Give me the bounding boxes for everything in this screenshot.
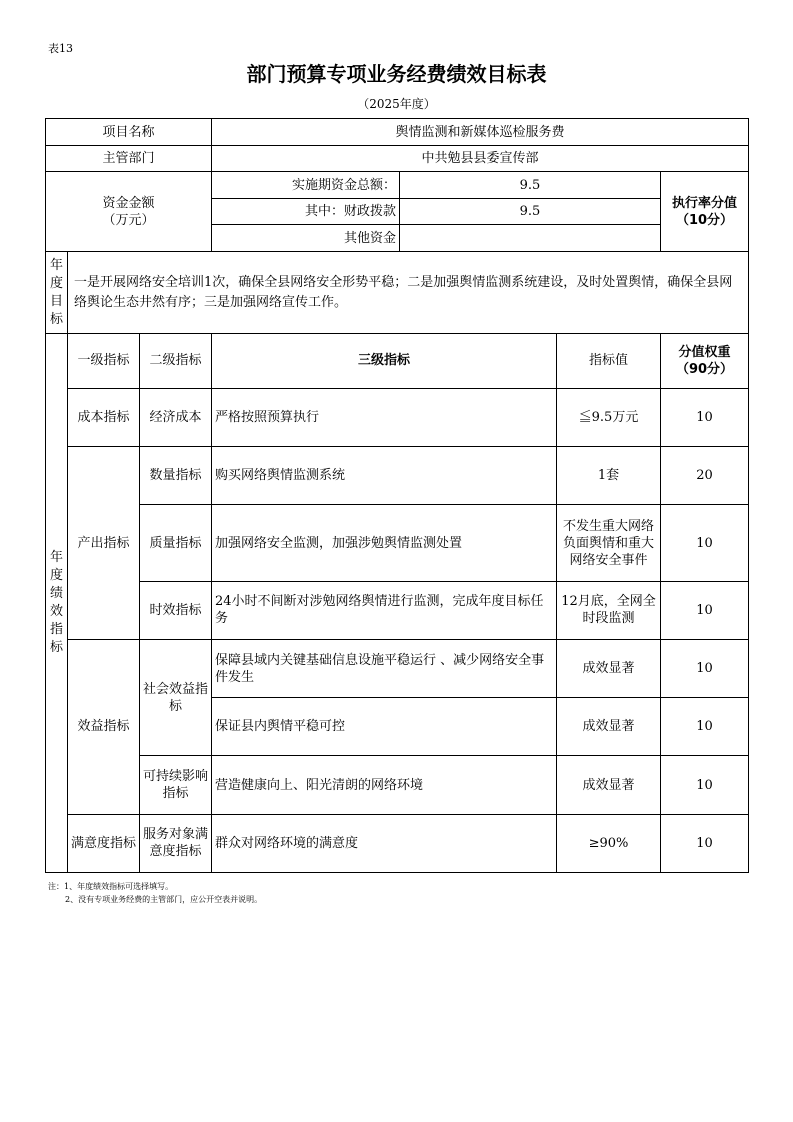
annual-goal-text: 一是开展网络安全培训1次，确保全县网络安全形势平稳；二是加强舆情监测系统建设，及时处置舆情，确保全县网络舆论生态井然有序；三是加强网络宣传工作。	[68, 252, 749, 333]
table-row	[46, 505, 749, 581]
weight-cell: 10	[661, 389, 749, 447]
weight-cell: 10	[661, 505, 749, 581]
level2-cell: 数量指标	[140, 447, 212, 505]
funds-label: 资金金额 （万元）	[46, 172, 212, 252]
performance-target-table	[45, 118, 749, 873]
table-row	[46, 581, 749, 639]
funds-total-row	[46, 172, 749, 199]
department-row	[46, 146, 749, 172]
level2-cell: 质量指标	[140, 505, 212, 581]
table-row	[46, 447, 749, 505]
header-level2: 二级指标	[140, 333, 212, 388]
level1-cell: 产出指标	[68, 447, 140, 640]
weight-cell: 10	[661, 639, 749, 697]
level1-cell: 成本指标	[68, 389, 140, 447]
indicator-header-row	[46, 333, 749, 388]
value-cell: 成效显著	[557, 639, 661, 697]
project-name-row	[46, 119, 749, 146]
project-name-value: 舆情监测和新媒体巡检服务费	[212, 119, 749, 146]
page-title: 部门预算专项业务经费绩效目标表	[246, 62, 547, 86]
department-label: 主管部门	[46, 146, 212, 172]
level2-cell: 社会效益指标	[140, 639, 212, 755]
level2-cell: 经济成本	[140, 389, 212, 447]
level3-cell: 加强网络安全监测，加强涉勉舆情监测处置	[212, 505, 557, 581]
table-row	[46, 814, 749, 872]
level2-cell: 服务对象满意度指标	[140, 814, 212, 872]
level3-cell: 保证县内舆情平稳可控	[212, 698, 557, 756]
level2-cell: 时效指标	[140, 581, 212, 639]
table-row	[46, 756, 749, 814]
header-level1: 一级指标	[68, 333, 140, 388]
footnotes	[48, 880, 262, 906]
value-cell: 12月底，全网全时段监测	[557, 581, 661, 639]
value-cell: 成效显著	[557, 756, 661, 814]
project-name-label: 项目名称	[46, 119, 212, 146]
header-weight: 分值权重 （90分）	[661, 333, 749, 388]
indicator-section-label: 年度绩效指标	[46, 333, 68, 872]
value-cell: ≥90%	[557, 814, 661, 872]
header-value: 指标值	[557, 333, 661, 388]
footnote-2: 2、没有专项业务经费的主管部门，应公开空表并说明。	[65, 895, 263, 904]
annual-goal-row	[46, 252, 749, 333]
funds-total-label: 实施期资金总额：	[212, 172, 400, 199]
level1-cell: 满意度指标	[68, 814, 140, 872]
weight-cell: 10	[661, 698, 749, 756]
annual-goal-label: 年度目标	[46, 252, 68, 333]
execution-rate-label: 执行率分值 （10分）	[661, 172, 749, 252]
header-level3: 三级指标	[212, 333, 557, 388]
department-value: 中共勉县县委宣传部	[212, 146, 749, 172]
level3-cell: 严格按照预算执行	[212, 389, 557, 447]
footnote-1: 注：1、年度绩效指标可选择填写。	[48, 882, 174, 891]
funds-other-value	[400, 225, 661, 252]
funds-total-value: 9.5	[400, 172, 661, 199]
table-number: 表13	[48, 42, 73, 55]
table-row	[46, 639, 749, 697]
funds-finance-label: 其中：财政拨款	[212, 199, 400, 225]
weight-cell: 10	[661, 581, 749, 639]
level3-cell: 保障县域内关键基础信息设施平稳运行 、减少网络安全事件发生	[212, 639, 557, 697]
value-cell: 成效显著	[557, 698, 661, 756]
weight-cell: 10	[661, 756, 749, 814]
weight-cell: 20	[661, 447, 749, 505]
value-cell: 不发生重大网络负面舆情和重大网络安全事件	[557, 505, 661, 581]
weight-cell: 10	[661, 814, 749, 872]
level3-cell: 购买网络舆情监测系统	[212, 447, 557, 505]
table-row	[46, 389, 749, 447]
funds-other-label: 其他资金	[212, 225, 400, 252]
level2-cell: 可持续影响指标	[140, 756, 212, 814]
level3-cell: 群众对网络环境的满意度	[212, 814, 557, 872]
funds-finance-value: 9.5	[400, 199, 661, 225]
level3-cell: 24小时不间断对涉勉网络舆情进行监测，完成年度目标任务	[212, 581, 557, 639]
year-subtitle: （2025年度）	[357, 97, 436, 111]
level1-cell: 效益指标	[68, 639, 140, 814]
value-cell: 1套	[557, 447, 661, 505]
level3-cell: 营造健康向上、阳光清朗的网络环境	[212, 756, 557, 814]
value-cell: ≦9.5万元	[557, 389, 661, 447]
